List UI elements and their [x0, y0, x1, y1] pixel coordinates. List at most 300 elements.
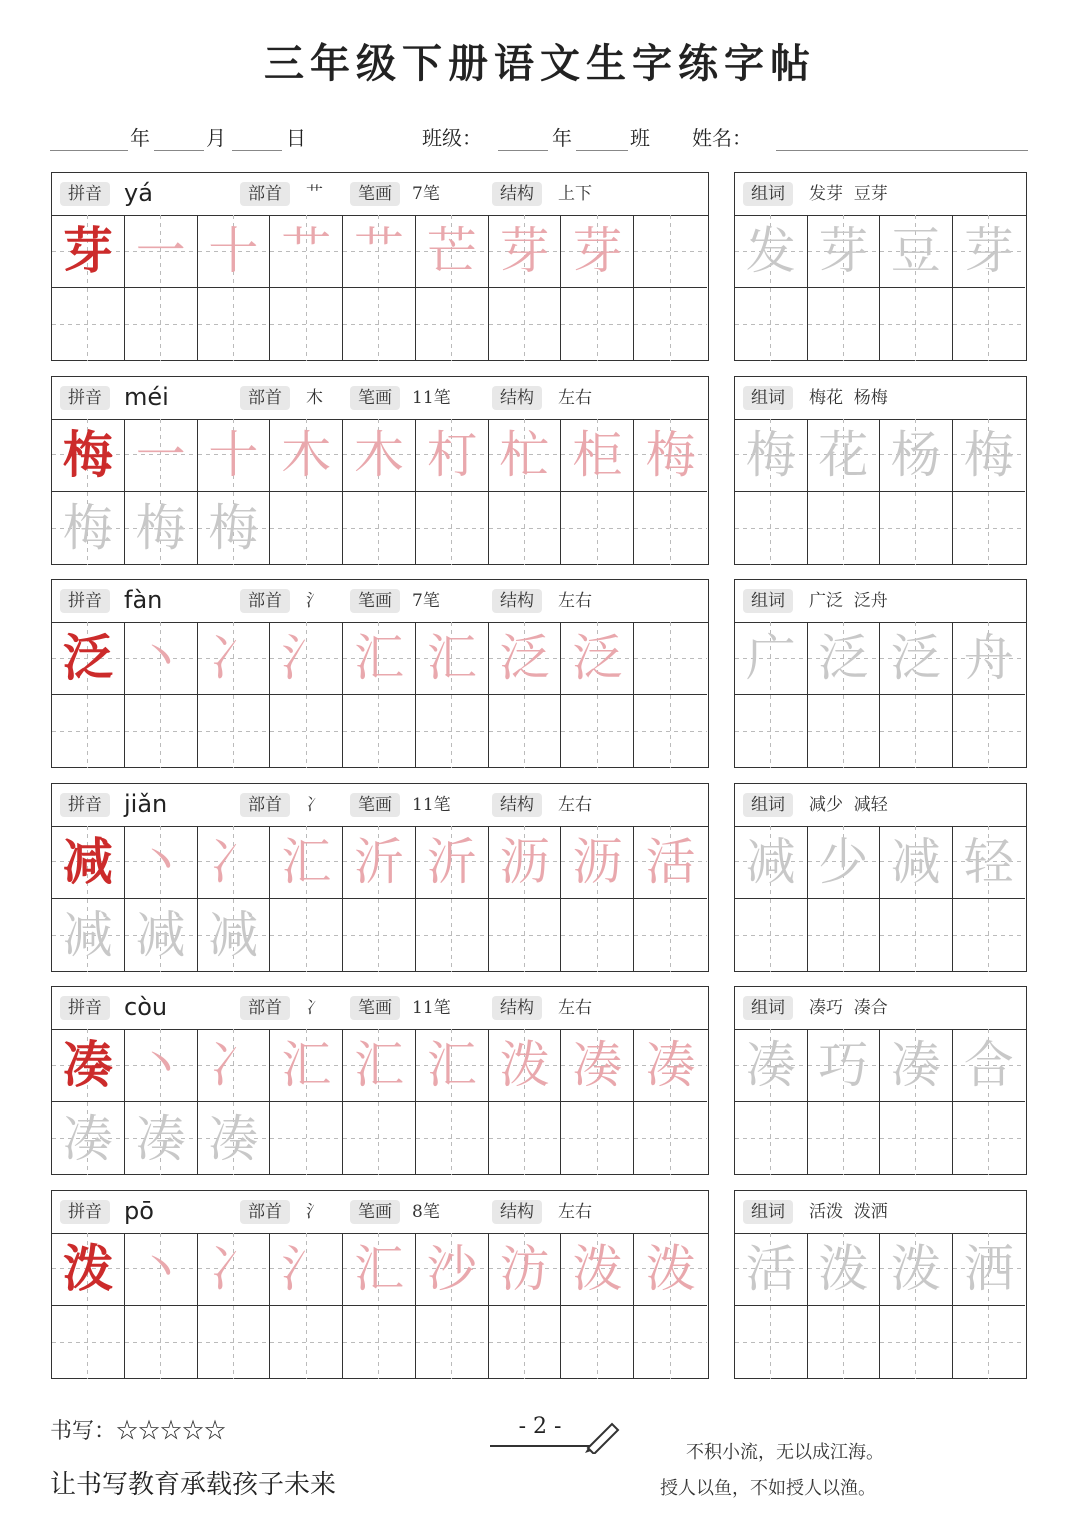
stroke-order-step: 艹: [353, 222, 404, 280]
writing-cell[interactable]: [52, 622, 125, 695]
writing-cell[interactable]: [270, 1233, 343, 1306]
writing-cell[interactable]: [52, 492, 125, 565]
writing-cell[interactable]: [634, 622, 707, 695]
writing-cell[interactable]: [125, 695, 198, 768]
strokes-value: 7笔: [412, 184, 440, 204]
writing-cell[interactable]: [343, 695, 416, 768]
writing-rating: 书写：☆☆☆☆☆: [50, 1419, 227, 1444]
writing-cell[interactable]: [416, 419, 489, 492]
writing-cell[interactable]: [52, 1233, 125, 1306]
words-cell[interactable]: [735, 826, 808, 899]
writing-cell[interactable]: [52, 1029, 125, 1102]
words-cell[interactable]: [953, 419, 1026, 492]
writing-cell[interactable]: [52, 288, 125, 361]
practice-block: [51, 986, 709, 1175]
block-header: [52, 1191, 708, 1234]
word-trace-character: 芽: [963, 222, 1014, 280]
model-character: 泼: [62, 1238, 113, 1298]
stroke-order-step: 冫: [208, 629, 259, 687]
writing-cell[interactable]: [343, 622, 416, 695]
practice-block: [51, 376, 709, 565]
writing-cell[interactable]: [489, 695, 562, 768]
name-blank[interactable]: [776, 122, 1028, 151]
stroke-order-step: 冫: [208, 832, 259, 891]
strokes-value: 7笔: [412, 591, 440, 611]
writing-cell[interactable]: [634, 695, 707, 768]
block-header: [52, 784, 708, 827]
trace-character: 减: [135, 906, 186, 964]
words-cell[interactable]: [953, 1306, 1026, 1379]
stroke-order-step: 芽: [499, 222, 550, 280]
writing-cell[interactable]: [343, 899, 416, 972]
stroke-order-step: 泼: [572, 1239, 623, 1298]
writing-cell[interactable]: [52, 1306, 125, 1379]
writing-cell[interactable]: [561, 1306, 634, 1379]
words-block: [734, 579, 1027, 768]
writing-grid: [52, 1029, 707, 1175]
writing-cell[interactable]: [561, 899, 634, 972]
writing-cell[interactable]: [489, 826, 562, 899]
stroke-order-step: 汸: [499, 1239, 550, 1298]
word-trace-character: 泛: [890, 629, 941, 687]
structure-value: 左右: [558, 591, 592, 611]
stroke-order-step: 柜: [572, 425, 623, 484]
stroke-order-step: 丶: [135, 1239, 186, 1298]
writing-cell[interactable]: [416, 899, 489, 972]
words-cell[interactable]: [735, 215, 808, 288]
word-trace-character: 巧: [818, 1036, 869, 1094]
stroke-order-step: 丶: [135, 1036, 186, 1094]
writing-cell[interactable]: [343, 288, 416, 361]
writing-cell[interactable]: [198, 826, 271, 899]
writing-cell[interactable]: [416, 1029, 489, 1102]
stroke-order-step: 沂: [426, 832, 477, 891]
structure-value: 左右: [558, 998, 592, 1018]
writing-cell[interactable]: [416, 215, 489, 288]
words-cell[interactable]: [735, 899, 808, 972]
writing-cell[interactable]: [52, 826, 125, 899]
stroke-order-step: 一: [135, 222, 186, 280]
strokes-tag: 笔画: [350, 1200, 400, 1224]
word-trace-character: 合: [963, 1036, 1014, 1094]
writing-cell[interactable]: [634, 1233, 707, 1306]
radical-tag: 部首: [240, 1200, 290, 1224]
strokes-tag: 笔画: [350, 386, 400, 410]
radical-value: 氵: [306, 1201, 323, 1222]
writing-grid: [52, 622, 707, 768]
writing-cell[interactable]: [270, 492, 343, 565]
year-label: 年: [130, 126, 150, 150]
words-grid: [735, 215, 1025, 361]
word-trace-character: 泼: [818, 1239, 869, 1298]
words-cell[interactable]: [808, 622, 881, 695]
words-cell[interactable]: [735, 622, 808, 695]
writing-cell[interactable]: [343, 826, 416, 899]
writing-cell[interactable]: [125, 1029, 198, 1102]
writing-cell[interactable]: [634, 1102, 707, 1175]
pinyin-tag: 拼音: [60, 793, 110, 817]
word-trace-character: 泛: [818, 629, 869, 687]
words-cell[interactable]: [808, 1029, 881, 1102]
writing-cell[interactable]: [198, 899, 271, 972]
writing-cell[interactable]: [198, 215, 271, 288]
words-cell[interactable]: [735, 1306, 808, 1379]
writing-cell[interactable]: [416, 1306, 489, 1379]
writing-grid: [52, 215, 707, 361]
words-cell[interactable]: [953, 288, 1026, 361]
stroke-order-step: 冫: [208, 1036, 259, 1094]
pinyin-tag: 拼音: [60, 1200, 110, 1224]
writing-cell[interactable]: [416, 695, 489, 768]
writing-cell[interactable]: [270, 419, 343, 492]
writing-cell[interactable]: [343, 1029, 416, 1102]
writing-cell[interactable]: [416, 492, 489, 565]
words-cell[interactable]: [880, 1102, 953, 1175]
words-cell[interactable]: [880, 288, 953, 361]
writing-cell[interactable]: [125, 215, 198, 288]
stroke-order-step: 十: [208, 222, 259, 280]
writing-cell[interactable]: [561, 288, 634, 361]
words-cell[interactable]: [808, 826, 881, 899]
year-blank[interactable]: [50, 122, 128, 151]
strokes-value: 11笔: [412, 998, 451, 1018]
words-cell[interactable]: [953, 1029, 1026, 1102]
writing-cell[interactable]: [52, 1102, 125, 1175]
stroke-order-step: 泼: [645, 1239, 696, 1298]
words-cell[interactable]: [880, 1029, 953, 1102]
day-blank[interactable]: [232, 122, 282, 151]
strokes-tag: 笔画: [350, 793, 400, 817]
stroke-order-step: 凑: [572, 1036, 623, 1094]
strokes-tag: 笔画: [350, 589, 400, 613]
writing-cell[interactable]: [270, 1029, 343, 1102]
stroke-order-step: 沂: [353, 832, 404, 891]
writing-cell[interactable]: [489, 492, 562, 565]
writing-cell[interactable]: [634, 1029, 707, 1102]
word-trace-character: 活: [745, 1239, 796, 1298]
writing-cell[interactable]: [343, 1233, 416, 1306]
writing-cell[interactable]: [343, 1306, 416, 1379]
page-title: 三年级下册语文生字练字帖: [264, 40, 816, 87]
words-value: 凑巧 凑合: [809, 998, 888, 1018]
stroke-order-step: 汇: [353, 1239, 404, 1298]
word-trace-character: 泼: [890, 1239, 941, 1298]
words-cell[interactable]: [953, 826, 1026, 899]
month-blank[interactable]: [154, 122, 204, 151]
words-tag: 组词: [743, 1200, 793, 1224]
trace-character: 梅: [135, 499, 186, 557]
writing-cell[interactable]: [561, 492, 634, 565]
writing-cell[interactable]: [634, 899, 707, 972]
words-grid: [735, 622, 1025, 768]
words-cell[interactable]: [808, 1102, 881, 1175]
writing-cell[interactable]: [561, 622, 634, 695]
class-number-blank[interactable]: [576, 122, 628, 151]
words-cell[interactable]: [808, 1306, 881, 1379]
writing-cell[interactable]: [416, 622, 489, 695]
words-cell[interactable]: [808, 899, 881, 972]
words-cell[interactable]: [880, 899, 953, 972]
writing-cell[interactable]: [125, 1306, 198, 1379]
writing-cell[interactable]: [416, 1233, 489, 1306]
words-tag: 组词: [743, 386, 793, 410]
writing-cell[interactable]: [270, 695, 343, 768]
words-cell[interactable]: [953, 1102, 1026, 1175]
structure-tag: 结构: [492, 589, 542, 613]
writing-cell[interactable]: [125, 288, 198, 361]
writing-cell[interactable]: [634, 826, 707, 899]
writing-cell[interactable]: [52, 215, 125, 288]
structure-tag: 结构: [492, 182, 542, 206]
words-cell[interactable]: [808, 695, 881, 768]
strokes-value: 11笔: [412, 794, 451, 815]
writing-cell[interactable]: [489, 288, 562, 361]
writing-cell[interactable]: [343, 492, 416, 565]
writing-cell[interactable]: [125, 622, 198, 695]
writing-cell[interactable]: [52, 419, 125, 492]
word-trace-character: 广: [745, 629, 796, 687]
writing-cell[interactable]: [125, 899, 198, 972]
writing-cell[interactable]: [561, 826, 634, 899]
words-cell[interactable]: [735, 419, 808, 492]
word-trace-character: 凑: [745, 1036, 796, 1094]
writing-cell[interactable]: [125, 492, 198, 565]
block-header: [52, 173, 708, 216]
stroke-order-step: 氵: [281, 629, 332, 687]
writing-grid: [52, 826, 707, 972]
practice-block: [51, 172, 709, 361]
class-label: 班级：: [422, 126, 482, 150]
stroke-order-step: 活: [645, 832, 696, 891]
writing-cell[interactable]: [125, 419, 198, 492]
writing-cell[interactable]: [489, 1233, 562, 1306]
writing-cell[interactable]: [125, 826, 198, 899]
word-trace-character: 轻: [963, 832, 1014, 891]
writing-cell[interactable]: [343, 1102, 416, 1175]
writing-cell[interactable]: [489, 215, 562, 288]
writing-cell[interactable]: [634, 1306, 707, 1379]
writing-cell[interactable]: [634, 288, 707, 361]
stroke-order-step: 木: [353, 425, 404, 484]
writing-cell[interactable]: [270, 826, 343, 899]
word-trace-character: 凑: [890, 1036, 941, 1094]
writing-cell[interactable]: [198, 695, 271, 768]
words-cell[interactable]: [880, 622, 953, 695]
pinyin-tag: 拼音: [60, 996, 110, 1020]
words-header: [735, 784, 1026, 827]
radical-value: 艹: [306, 184, 323, 204]
words-grid: [735, 826, 1025, 972]
stroke-order-step: 沥: [572, 832, 623, 891]
words-cell[interactable]: [880, 215, 953, 288]
words-header: [735, 377, 1026, 420]
words-cell[interactable]: [953, 622, 1026, 695]
month-label: 月: [206, 126, 226, 150]
words-cell[interactable]: [735, 695, 808, 768]
writing-cell[interactable]: [561, 1102, 634, 1175]
words-cell[interactable]: [808, 419, 881, 492]
words-header: [735, 1191, 1026, 1234]
model-character: 芽: [62, 221, 113, 280]
writing-cell[interactable]: [416, 288, 489, 361]
writing-cell[interactable]: [198, 419, 271, 492]
words-cell[interactable]: [808, 1233, 881, 1306]
stroke-order-step: 汇: [281, 832, 332, 891]
structure-value: 上下: [558, 184, 592, 204]
writing-cell[interactable]: [416, 1102, 489, 1175]
writing-cell[interactable]: [343, 419, 416, 492]
writing-cell[interactable]: [198, 492, 271, 565]
writing-cell[interactable]: [52, 695, 125, 768]
words-cell[interactable]: [953, 695, 1026, 768]
pinyin-value: fàn: [124, 586, 163, 614]
word-trace-character: 梅: [963, 425, 1014, 484]
structure-tag: 结构: [492, 1200, 542, 1224]
writing-cell[interactable]: [198, 622, 271, 695]
word-trace-character: 发: [745, 222, 796, 280]
words-cell[interactable]: [808, 288, 881, 361]
writing-cell[interactable]: [125, 1102, 198, 1175]
writing-cell[interactable]: [489, 622, 562, 695]
writing-cell[interactable]: [125, 1233, 198, 1306]
stroke-order-step: 一: [135, 425, 186, 484]
model-character: 凑: [62, 1035, 113, 1094]
stroke-order-step: 杧: [499, 425, 550, 484]
writing-cell[interactable]: [270, 1306, 343, 1379]
radical-tag: 部首: [240, 386, 290, 410]
words-cell[interactable]: [953, 899, 1026, 972]
words-cell[interactable]: [880, 492, 953, 565]
writing-cell[interactable]: [489, 899, 562, 972]
stroke-order-step: 艹: [281, 222, 332, 280]
writing-cell[interactable]: [561, 215, 634, 288]
writing-cell[interactable]: [52, 899, 125, 972]
structure-tag: 结构: [492, 386, 542, 410]
writing-cell[interactable]: [561, 1233, 634, 1306]
strokes-tag: 笔画: [350, 996, 400, 1020]
words-cell[interactable]: [880, 419, 953, 492]
stroke-order-step: 丶: [135, 832, 186, 891]
writing-cell[interactable]: [489, 1029, 562, 1102]
words-cell[interactable]: [953, 215, 1026, 288]
name-label: 姓名：: [692, 126, 752, 150]
words-cell[interactable]: [735, 492, 808, 565]
stroke-order-step: 汇: [353, 629, 404, 687]
writing-cell[interactable]: [270, 288, 343, 361]
writing-cell[interactable]: [270, 899, 343, 972]
word-trace-character: 杨: [890, 425, 941, 484]
stroke-order-step: 芽: [572, 222, 623, 280]
writing-cell[interactable]: [198, 1233, 271, 1306]
words-cell[interactable]: [735, 1102, 808, 1175]
writing-cell[interactable]: [561, 1029, 634, 1102]
trace-character: 凑: [135, 1109, 186, 1168]
structure-tag: 结构: [492, 793, 542, 817]
words-block: [734, 783, 1027, 972]
trace-character: 减: [208, 906, 259, 964]
word-trace-character: 洒: [963, 1239, 1014, 1298]
words-cell[interactable]: [953, 492, 1026, 565]
practice-block: [51, 579, 709, 768]
writing-cell[interactable]: [270, 1102, 343, 1175]
info-row: [50, 122, 1030, 156]
writing-cell[interactable]: [561, 695, 634, 768]
writing-cell[interactable]: [634, 419, 707, 492]
stroke-order-step: 汇: [281, 1036, 332, 1094]
words-cell[interactable]: [735, 1029, 808, 1102]
writing-cell[interactable]: [198, 288, 271, 361]
words-value: 减少 减轻: [809, 794, 888, 815]
writing-cell[interactable]: [634, 215, 707, 288]
stroke-order-step: 泼: [499, 1036, 550, 1094]
radical-value: 冫: [306, 998, 323, 1018]
pinyin-value: yá: [124, 179, 153, 207]
writing-cell[interactable]: [489, 1102, 562, 1175]
stroke-order-step: 凑: [645, 1036, 696, 1094]
class-ban-label: 班: [630, 126, 650, 150]
writing-cell[interactable]: [270, 622, 343, 695]
pinyin-tag: 拼音: [60, 182, 110, 206]
words-cell[interactable]: [880, 826, 953, 899]
words-header: [735, 987, 1026, 1030]
writing-cell[interactable]: [634, 492, 707, 565]
practice-block: [51, 783, 709, 972]
words-header: [735, 580, 1026, 623]
words-cell[interactable]: [735, 288, 808, 361]
slogan: 让书写教育承载孩子未来: [50, 1470, 337, 1500]
words-cell[interactable]: [808, 215, 881, 288]
stroke-order-step: 汇: [426, 629, 477, 687]
writing-cell[interactable]: [198, 1029, 271, 1102]
words-value: 广泛 泛舟: [809, 591, 888, 611]
writing-cell[interactable]: [198, 1102, 271, 1175]
words-grid: [735, 1029, 1025, 1175]
writing-cell[interactable]: [489, 1306, 562, 1379]
strokes-tag: 笔画: [350, 182, 400, 206]
writing-cell[interactable]: [416, 826, 489, 899]
stroke-order-step: 汇: [426, 1036, 477, 1094]
writing-cell[interactable]: [343, 215, 416, 288]
pinyin-value: còu: [124, 993, 168, 1021]
words-block: [734, 376, 1027, 565]
words-cell[interactable]: [880, 1306, 953, 1379]
trace-character: 梅: [208, 499, 259, 557]
words-value: 梅花 杨梅: [809, 387, 888, 408]
writing-cell[interactable]: [561, 419, 634, 492]
writing-cell[interactable]: [489, 419, 562, 492]
radical-tag: 部首: [240, 182, 290, 206]
class-year-blank[interactable]: [498, 122, 548, 151]
words-tag: 组词: [743, 996, 793, 1020]
stroke-order-step: 十: [208, 425, 259, 484]
block-header: [52, 987, 708, 1030]
stroke-order-step: 泛: [572, 629, 623, 687]
page-number: - 2 -: [490, 1414, 590, 1447]
class-year-label: 年: [552, 126, 572, 150]
words-cell[interactable]: [735, 1233, 808, 1306]
words-cell[interactable]: [880, 695, 953, 768]
word-trace-character: 芽: [818, 222, 869, 280]
words-cell[interactable]: [880, 1233, 953, 1306]
words-cell[interactable]: [953, 1233, 1026, 1306]
writing-cell[interactable]: [270, 215, 343, 288]
stroke-order-step: 泛: [499, 629, 550, 687]
stroke-order-step: 梅: [645, 425, 696, 484]
writing-cell[interactable]: [198, 1306, 271, 1379]
trace-character: 凑: [208, 1109, 259, 1168]
pinyin-value: méi: [124, 382, 169, 411]
words-cell[interactable]: [808, 492, 881, 565]
